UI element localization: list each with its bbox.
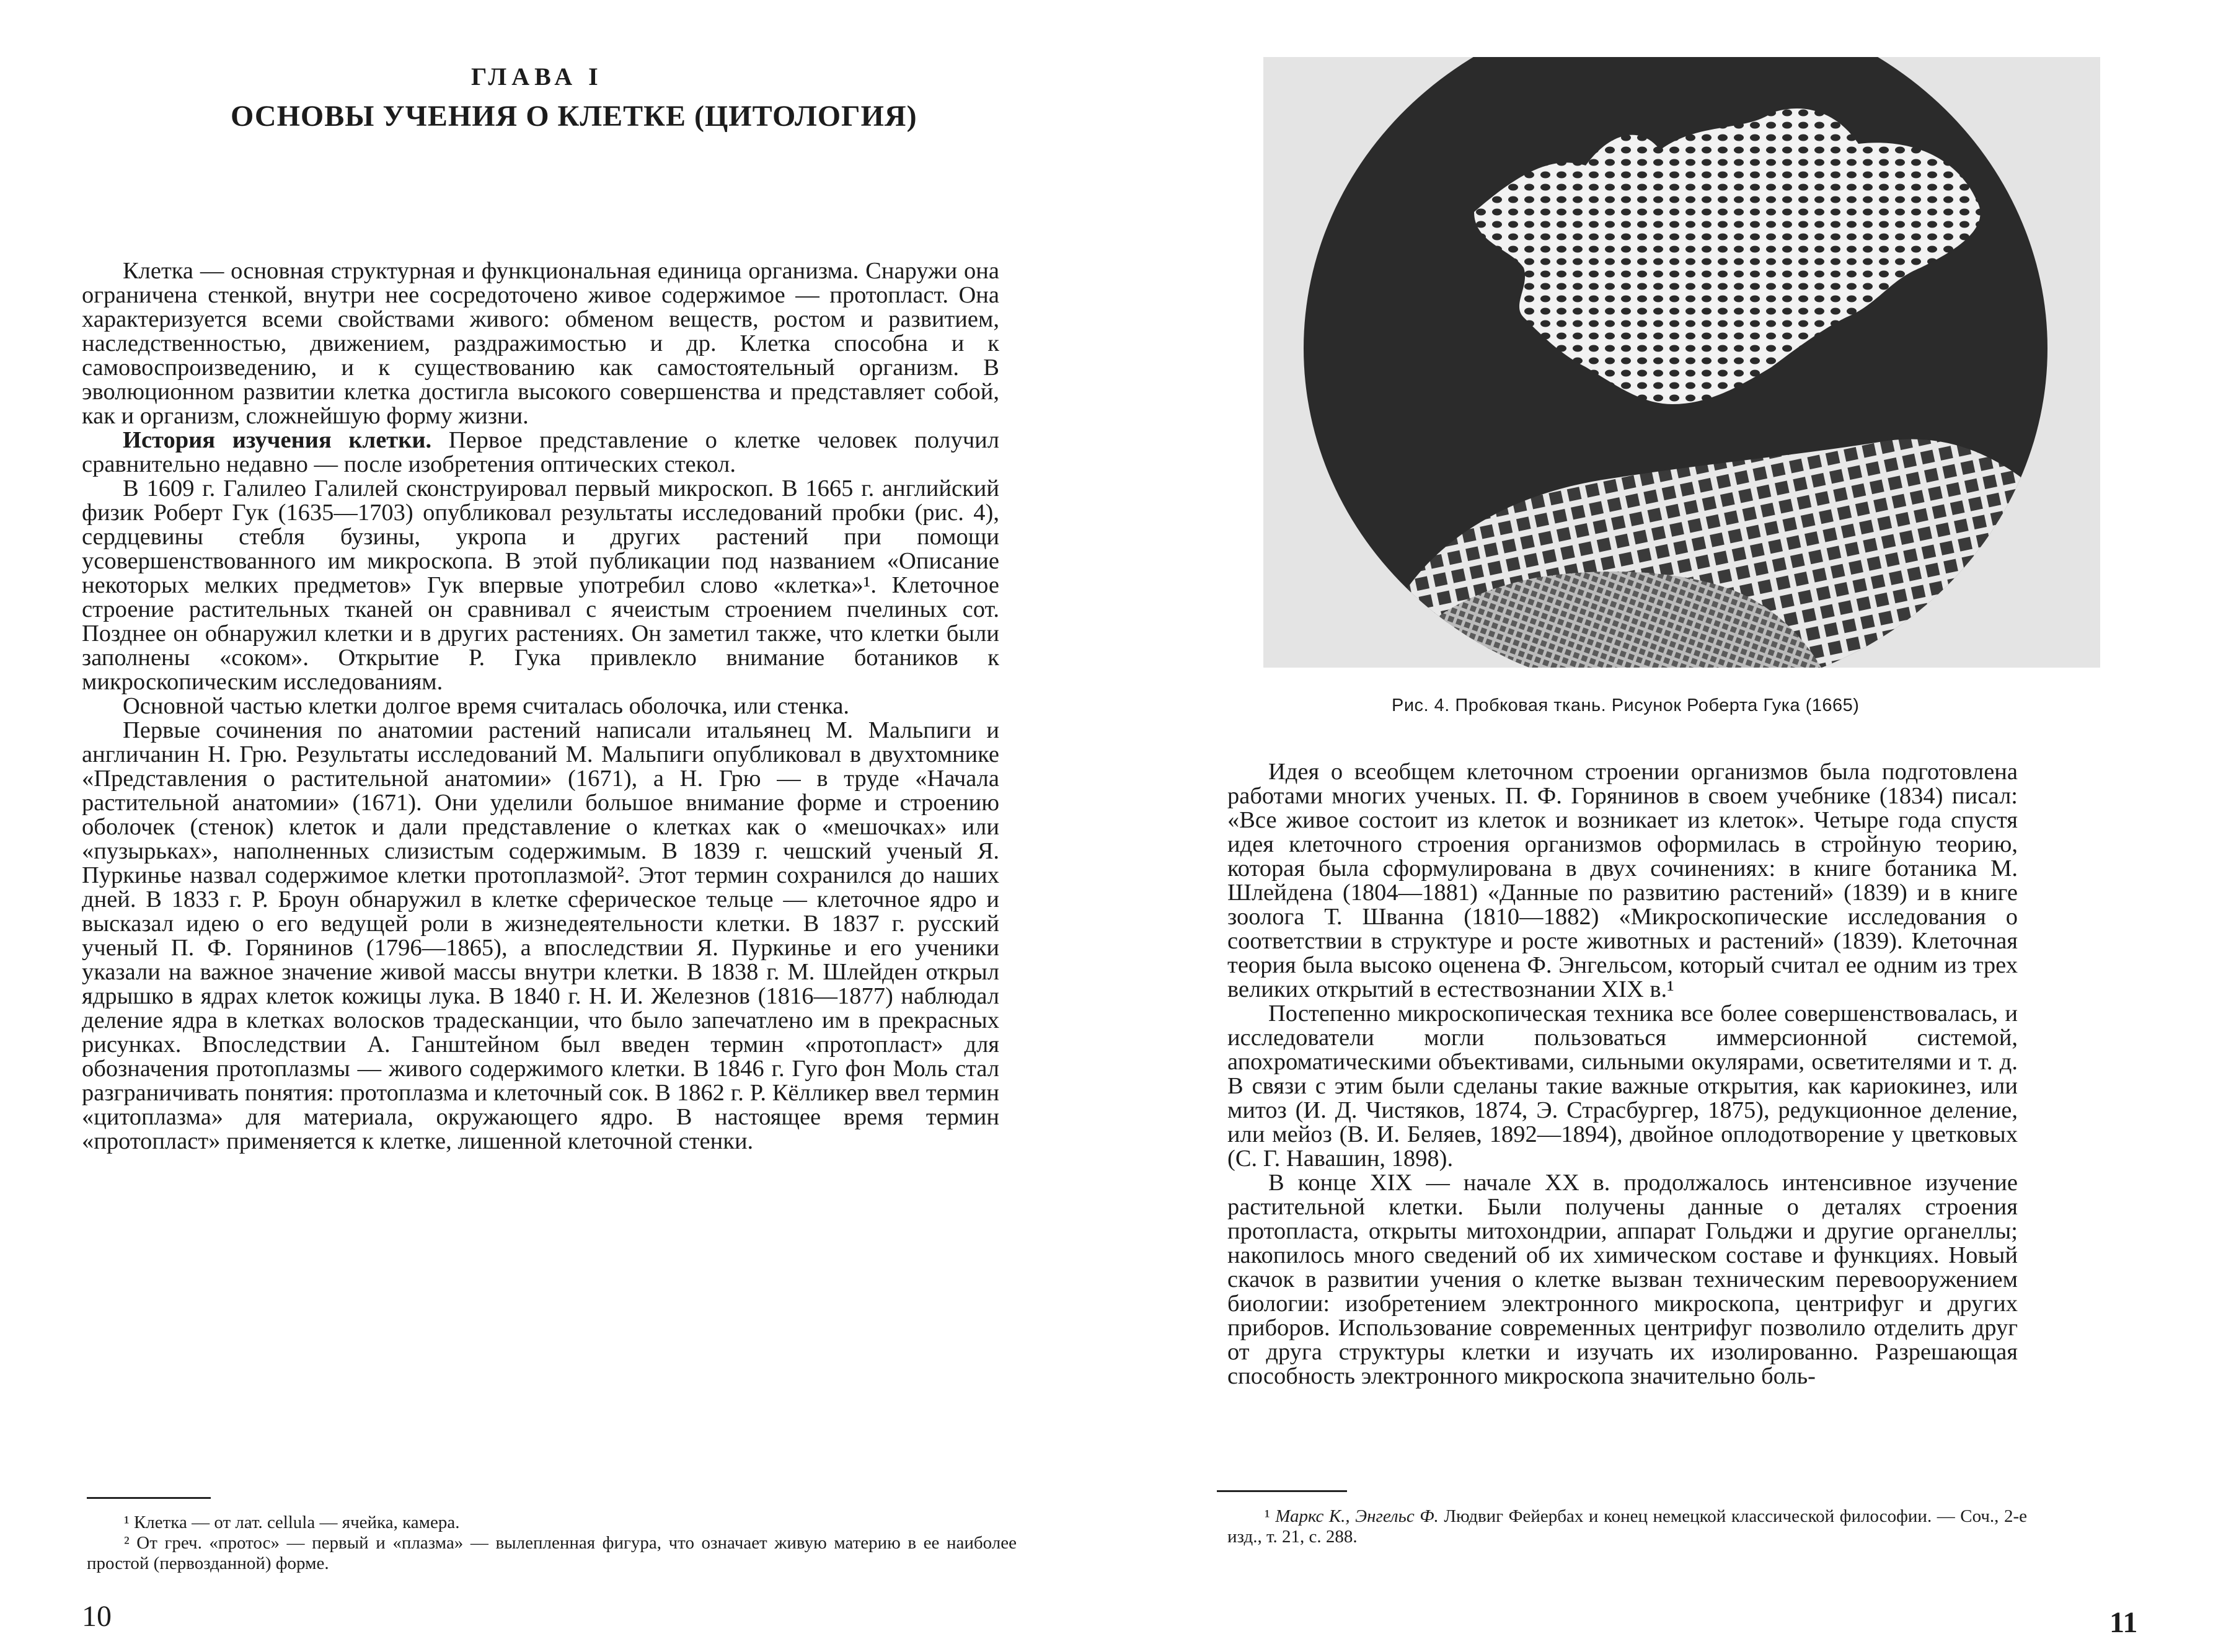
history-text: Первое представление о клетке человек получил сравнительно недавно — после изобретения оптических стекол. (82, 427, 999, 477)
footnote-divider (87, 1497, 211, 1499)
right-footnotes (1227, 1506, 2027, 1547)
paragraph-idea: Идея о всеобщем клеточном строении организмов была подготовлена работами многих ученых. П. Ф. Горянинов в своем учебнике (1834) писал: «Все живое состоит из клеток и возникает из клеток». Четыре года спустя идея клеточного строения организмов оформилась в стройную теорию, которая была сформулирована в двух сочинениях: в книге ботаника М. Шлейдена (1804—1881) «Данные по развитию растений» (1839) и в книге зоолога Т. Шванна (1810—1882) «Микроскопические исследования о соответствии в структуре и росте животных и растений» (1839). Клеточная теория была высоко оценена Ф. Энгельсом, который считал ее одним из трех великих открытий в естествознании XIX в.¹ (1227, 759, 2018, 1002)
paragraph-gradually: Постепенно микроскопическая техника все более совершенствовалась, и исследователи могли пользоваться иммерсионной системой, апохроматическими объективами, сильными окулярами, осветителями и т. д. В связи с этим были сделаны такие важные открытия, как кариокинез, или митоз (И. Д. Чистяков, 1874, Э. Страсбургер, 1875), редукционное деление, или мейоз (В. И. Беляев, 1892—1894), двойное оплодотворение у цветковых (С. Г. Навашин, 1898). (1227, 1000, 2018, 1172)
footnote-text: Людвиг Фейербах и конец немецкой классической философии. — Соч., 2-е изд., т. 21, с. 288. (1227, 1506, 2027, 1547)
page-number: 11 (2109, 1606, 2138, 1639)
history-heading: История изучения клетки. (123, 427, 432, 453)
footnote-2: ² От греч. «протос» — первый и «плазма» — вылепленная фигура, что означает живую материю в ее наиболее простой (первозданной) форме. (87, 1533, 1017, 1573)
paragraph-history (82, 428, 999, 477)
paragraph-1609: В 1609 г. Галилео Галилей сконструировал первый микроскоп. В 1665 г. английский физик Роберт Гук (1635—1703) опубликовал результаты исследований пробки (рис. 4), сердцевины стебля бузины, укропа и других растений при помощи усовершенствованного им микроскопа. В этой публикации под названием «Описание некоторых мелких предметов» Гук впервые употребил слово «клетка»¹. Клеточное строение растительных тканей он сравнивал с ячеистым строением пчелиных сот. Позднее он обнаружил клетки и в других растениях. Он заметил также, что клетки были заполнены «соком». Открытие Р. Гука привлекло внимание ботаников к микроскопическим исследованиям. (82, 475, 999, 695)
figure-caption: Рис. 4. Пробковая ткань. Рисунок Роберта Гука (1665) (1392, 696, 1860, 715)
paragraph-main-part: Основной частью клетки долгое время считалась оболочка, или стенка. (123, 693, 850, 719)
left-page (0, 0, 1106, 1652)
paragraph-first-works: Первые сочинения по анатомии растений написали итальянец М. Мальпиги и англичанин Н. Грю. Результаты исследований М. Мальпиги опубликовал в двухтомнике «Представления о растительной анатомии» (1671), а Н. Грю — в труде «Начала растительной анатомии» (1671). Они уделили большое внимание форме и строению оболочек (стенок) клеток и дали представление о клетках как о «мешочках» или «пузырьках», наполненных слизистым содержимым. В 1839 г. чешский ученый Я. Пуркинье назвал содержимое клетки протоплазмой². Этот термин сохранился до наших дней. В 1833 г. Р. Броун обнаружил в клетке сферическое тельце — клеточное ядро и высказал идею о его ведущей роли в жизнедеятельности клетки. В 1837 г. русский ученый П. Ф. Горянинов (1796—1865), а впоследствии Я. Пуркинье и его ученики указали на важное значение живой массы внутри клетки. В 1838 г. М. Шлейден открыл ядрышко в ядрах клеток кожицы лука. В 1840 г. Н. И. Железнов (1816—1877) наблюдал деление ядра в клетках волосков традесканции, что было запечатлено им в прекрасных рисунках. Впоследствии А. Ганштейном был введен термин «протопласт» для обозначения протоплазмы — живого содержимого клетки. В 1846 г. Гуго фон Моль стал разграничивать понятия: протоплазма и клеточный сок. В 1862 г. Р. Кёлликер ввел термин «цитоплазма» для материала, окружающего ядро. В настоящее время термин «протопласт» применяется к клетке, лишенной клеточной стенки. (82, 717, 999, 1154)
figure-cork-tissue (1263, 57, 2100, 668)
paragraph-end-xix: В конце XIX — начале XX в. продолжалось интенсивное изучение растительной клетки. Были получены данные о деталях строения протопласта, открыты митохондрии, аппарат Гольджи и другие органеллы; накопилось много сведений об их химическом составе и функциях. Новый скачок в развитии учения о клетке вызван техническим перевооружением биологии: изобретением электронного микроскопа, центрифуг и других приборов. Использование современных центрифуг позволило отделить друг от друга структуры клетки и изучать их изолированно. Разрешающая способность электронного микроскопа значительно боль- (1227, 1170, 2018, 1389)
left-footnotes (87, 1513, 1017, 1574)
footnote-divider (1217, 1490, 1347, 1492)
page-number: 10 (82, 1600, 112, 1633)
left-text-column (82, 259, 999, 1154)
footnote-1: ¹ Клетка — от лат. cellula — ячейка, камера. (124, 1513, 460, 1532)
footnote-marker: ¹ (1265, 1506, 1276, 1526)
right-page (1106, 0, 2213, 1652)
chapter-label: ГЛАВА I (471, 63, 603, 91)
footnote-authors: Маркс К., Энгельс Ф. (1275, 1506, 1439, 1526)
hooke-cork-drawing (1263, 57, 2100, 668)
chapter-title: ОСНОВЫ УЧЕНИЯ О КЛЕТКЕ (ЦИТОЛОГИЯ) (231, 100, 917, 133)
footnote-engels (1227, 1506, 2027, 1547)
paragraph-intro: Клетка — основная структурная и функциональная единица организма. Снаружи она ограничена стенкой, внутри нее сосредоточено живое содержимое — протопласт. Она характеризуется всеми свойствами живого: обменом веществ, ростом и развитием, наследственностью, движением, раздражимостью и др. Клетка способна и к самовоспроизведению, и к существованию как самостоятельный организм. В эволюционном развитии клетка достигла высокого совершенства и представляет собой, как и организм, сложнейшую форму жизни. (82, 258, 999, 429)
right-text-column (1227, 760, 2018, 1389)
